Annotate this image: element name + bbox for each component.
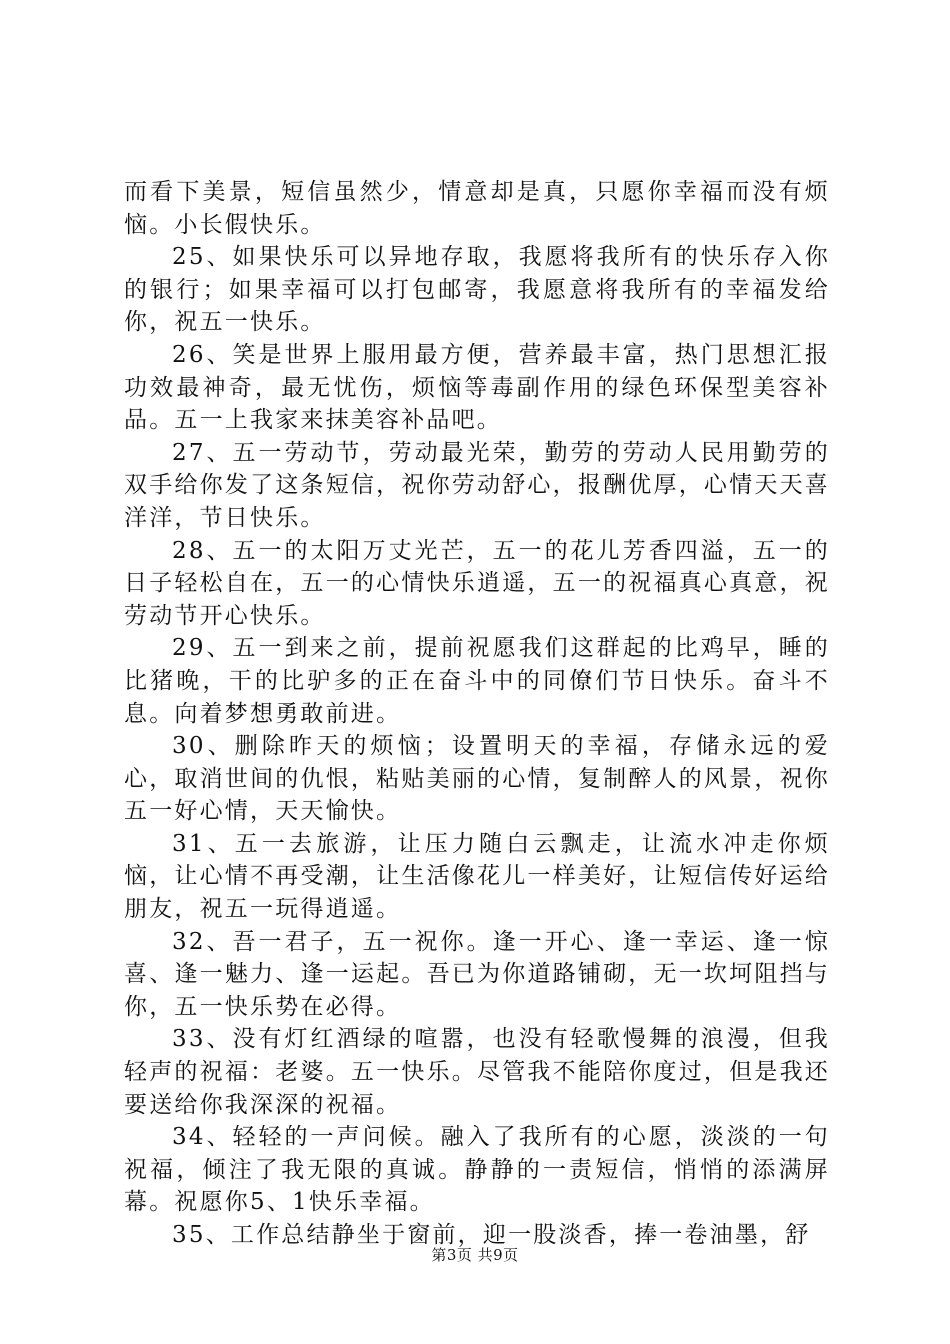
page-footer: 第3页 共9页: [431, 1246, 519, 1264]
paragraph-item-25: 25、如果快乐可以异地存取，我愿将我所有的快乐存入你的银行；如果幸福可以打包邮寄，我愿意将我所有的幸福发给你，祝五一快乐。: [124, 244, 830, 336]
paragraph-item-28: 28、五一的太阳万丈光芒，五一的花儿芳香四溢，五一的日子轻松自在，五一的心情快乐逍遥，五一的祝福真心真意，祝劳动节开心快乐。: [124, 537, 830, 629]
paragraph-continuation: 而看下美景，短信虽然少，情意却是真，只愿你幸福而没有烦恼。小长假快乐。: [124, 179, 830, 238]
paragraph-item-32: 32、吾一君子，五一祝你。逢一开心、逢一幸运、逢一惊喜、逢一魅力、逢一运起。吾已为你道路铺砌，无一坎坷阻挡与你，五一快乐势在必得。: [124, 928, 830, 1020]
paragraph-item-29: 29、五一到来之前，提前祝愿我们这群起的比鸡早，睡的比猪晚，干的比驴多的正在奋斗中的同僚们节日快乐。奋斗不息。向着梦想勇敢前进。: [124, 635, 830, 727]
paragraph-item-30: 30、删除昨天的烦恼；设置明天的幸福，存储永远的爱心，取消世间的仇恨，粘贴美丽的心情，复制醉人的风景，祝你五一好心情，天天愉快。: [124, 733, 830, 825]
paragraph-item-31: 31、五一去旅游，让压力随白云飘走，让流水冲走你烦恼，让心情不再受潮，让生活像花儿一样美好，让短信传好运给朋友，祝五一玩得逍遥。: [124, 830, 830, 923]
paragraph-item-27: 27、五一劳动节，劳动最光荣，勤劳的劳动人民用勤劳的双手给你发了这条短信，祝你劳动舒心，报酬优厚，心情天天喜洋洋，节日快乐。: [124, 439, 830, 531]
paragraph-item-26: 26、笑是世界上服用最方便，营养最丰富，热门思想汇报功效最神奇，最无忧伤，烦恼等毒副作用的绿色环保型美容补品。五一上我家来抹美容补品吧。: [124, 341, 830, 434]
paragraph-item-33: 33、没有灯红酒绿的喧嚣，也没有轻歌慢舞的浪漫，但我轻声的祝福：老婆。五一快乐。尽管我不能陪你度过，但是我还要送给你我深深的祝福。: [124, 1026, 830, 1118]
paragraph-item-35: 35、工作总结静坐于窗前，迎一股淡香，捧一卷油墨，舒: [172, 1222, 811, 1248]
paragraph-item-34: 34、轻轻的一声问候。融入了我所有的心愿，淡淡的一句祝福，倾注了我无限的真诚。静静的一责短信，悄悄的添满屏幕。祝愿你5、1快乐幸福。: [124, 1124, 830, 1216]
body-text: [124, 176, 830, 1252]
